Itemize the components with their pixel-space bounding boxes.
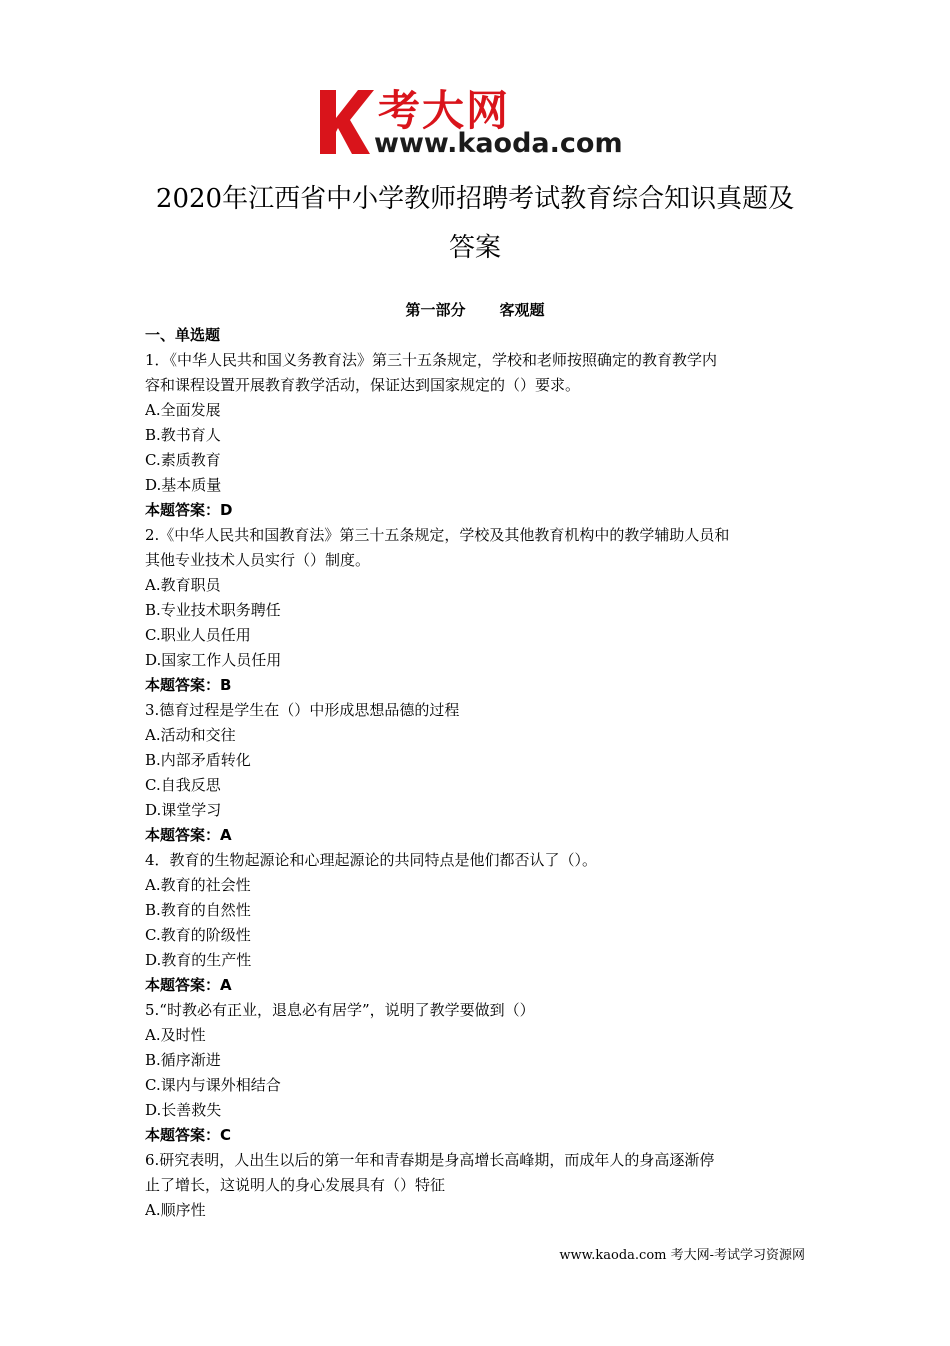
option-line: C.自我反思 — [145, 776, 221, 794]
option-line: B.循序渐进 — [145, 1051, 221, 1069]
answer-line: 本题答案：C — [145, 1126, 232, 1144]
question-line: 5.“时教必有正业，退息必有居学”，说明了教学要做到（） — [145, 1001, 535, 1019]
option-line: A.及时性 — [145, 1026, 206, 1044]
question-line: 其他专业技术人员实行（）制度。 — [145, 551, 371, 569]
section-heading — [0, 299, 950, 320]
option-line: D.长善救失 — [145, 1101, 222, 1119]
question-line: 止了增长，这说明人的身心发展具有（）特征 — [145, 1176, 446, 1194]
option-line: B.专业技术职务聘任 — [145, 601, 281, 619]
logo-chinese-text: 考大网 — [378, 86, 511, 135]
option-line: A.顺序性 — [145, 1201, 206, 1219]
option-line: B.教育的自然性 — [145, 901, 251, 919]
option-line: D.教育的生产性 — [145, 951, 252, 969]
page-footer: www.kaoda.com 考大网-考试学习资源网 — [559, 1248, 805, 1263]
option-line: A.活动和交往 — [145, 726, 236, 744]
option-line: D.课堂学习 — [145, 801, 222, 819]
kaoda-logo — [316, 84, 646, 162]
option-line: C.教育的阶级性 — [145, 926, 251, 944]
answer-line: 本题答案：D — [145, 501, 233, 519]
question-line: 3.德育过程是学生在（）中形成思想品德的过程 — [145, 701, 460, 719]
document-title-line-2: 答案 — [448, 233, 501, 263]
logo-url-text: www.kaoda.com — [374, 128, 623, 159]
option-line: C.课内与课外相结合 — [145, 1076, 281, 1094]
k-logo-icon — [316, 84, 376, 156]
question-line: 4．教育的生物起源论和心理起源论的共同特点是他们都否认了（）。 — [145, 851, 598, 869]
option-line: A.教育的社会性 — [145, 876, 251, 894]
question-line: 2.《中华人民共和国教育法》第三十五条规定，学校及其他教育机构中的教学辅助人员和 — [145, 526, 730, 544]
subheading-single-choice: 一、单选题 — [145, 326, 221, 344]
option-line: B.内部矛盾转化 — [145, 751, 251, 769]
question-line: 容和课程设置开展教育教学活动，保证达到国家规定的（）要求。 — [145, 376, 581, 394]
answer-line: 本题答案：A — [145, 976, 232, 994]
option-line: A.全面发展 — [145, 401, 221, 419]
option-line: D.基本质量 — [145, 476, 222, 494]
document-title-line-1: 2020年江西省中小学教师招聘考试教育综合知识真题及 — [155, 184, 795, 214]
option-line: C.素质教育 — [145, 451, 221, 469]
option-line: D.国家工作人员任用 — [145, 651, 282, 669]
question-list — [145, 323, 807, 1223]
answer-line: 本题答案：A — [145, 826, 232, 844]
option-line: B.教书育人 — [145, 426, 221, 444]
question-line: 1．《中华人民共和国义务教育法》第三十五条规定，学校和老师按照确定的教育教学内 — [145, 351, 718, 369]
question-line: 6.研究表明，人出生以后的第一年和青春期是身高增长高峰期，而成年人的身高逐渐停 — [145, 1151, 715, 1169]
section-part: 第一部分 — [405, 301, 466, 319]
answer-line: 本题答案：B — [145, 676, 232, 694]
option-line: C.职业人员任用 — [145, 626, 251, 644]
option-line: A.教育职员 — [145, 576, 221, 594]
section-name: 客观题 — [499, 301, 545, 319]
question-lines — [145, 348, 807, 1223]
